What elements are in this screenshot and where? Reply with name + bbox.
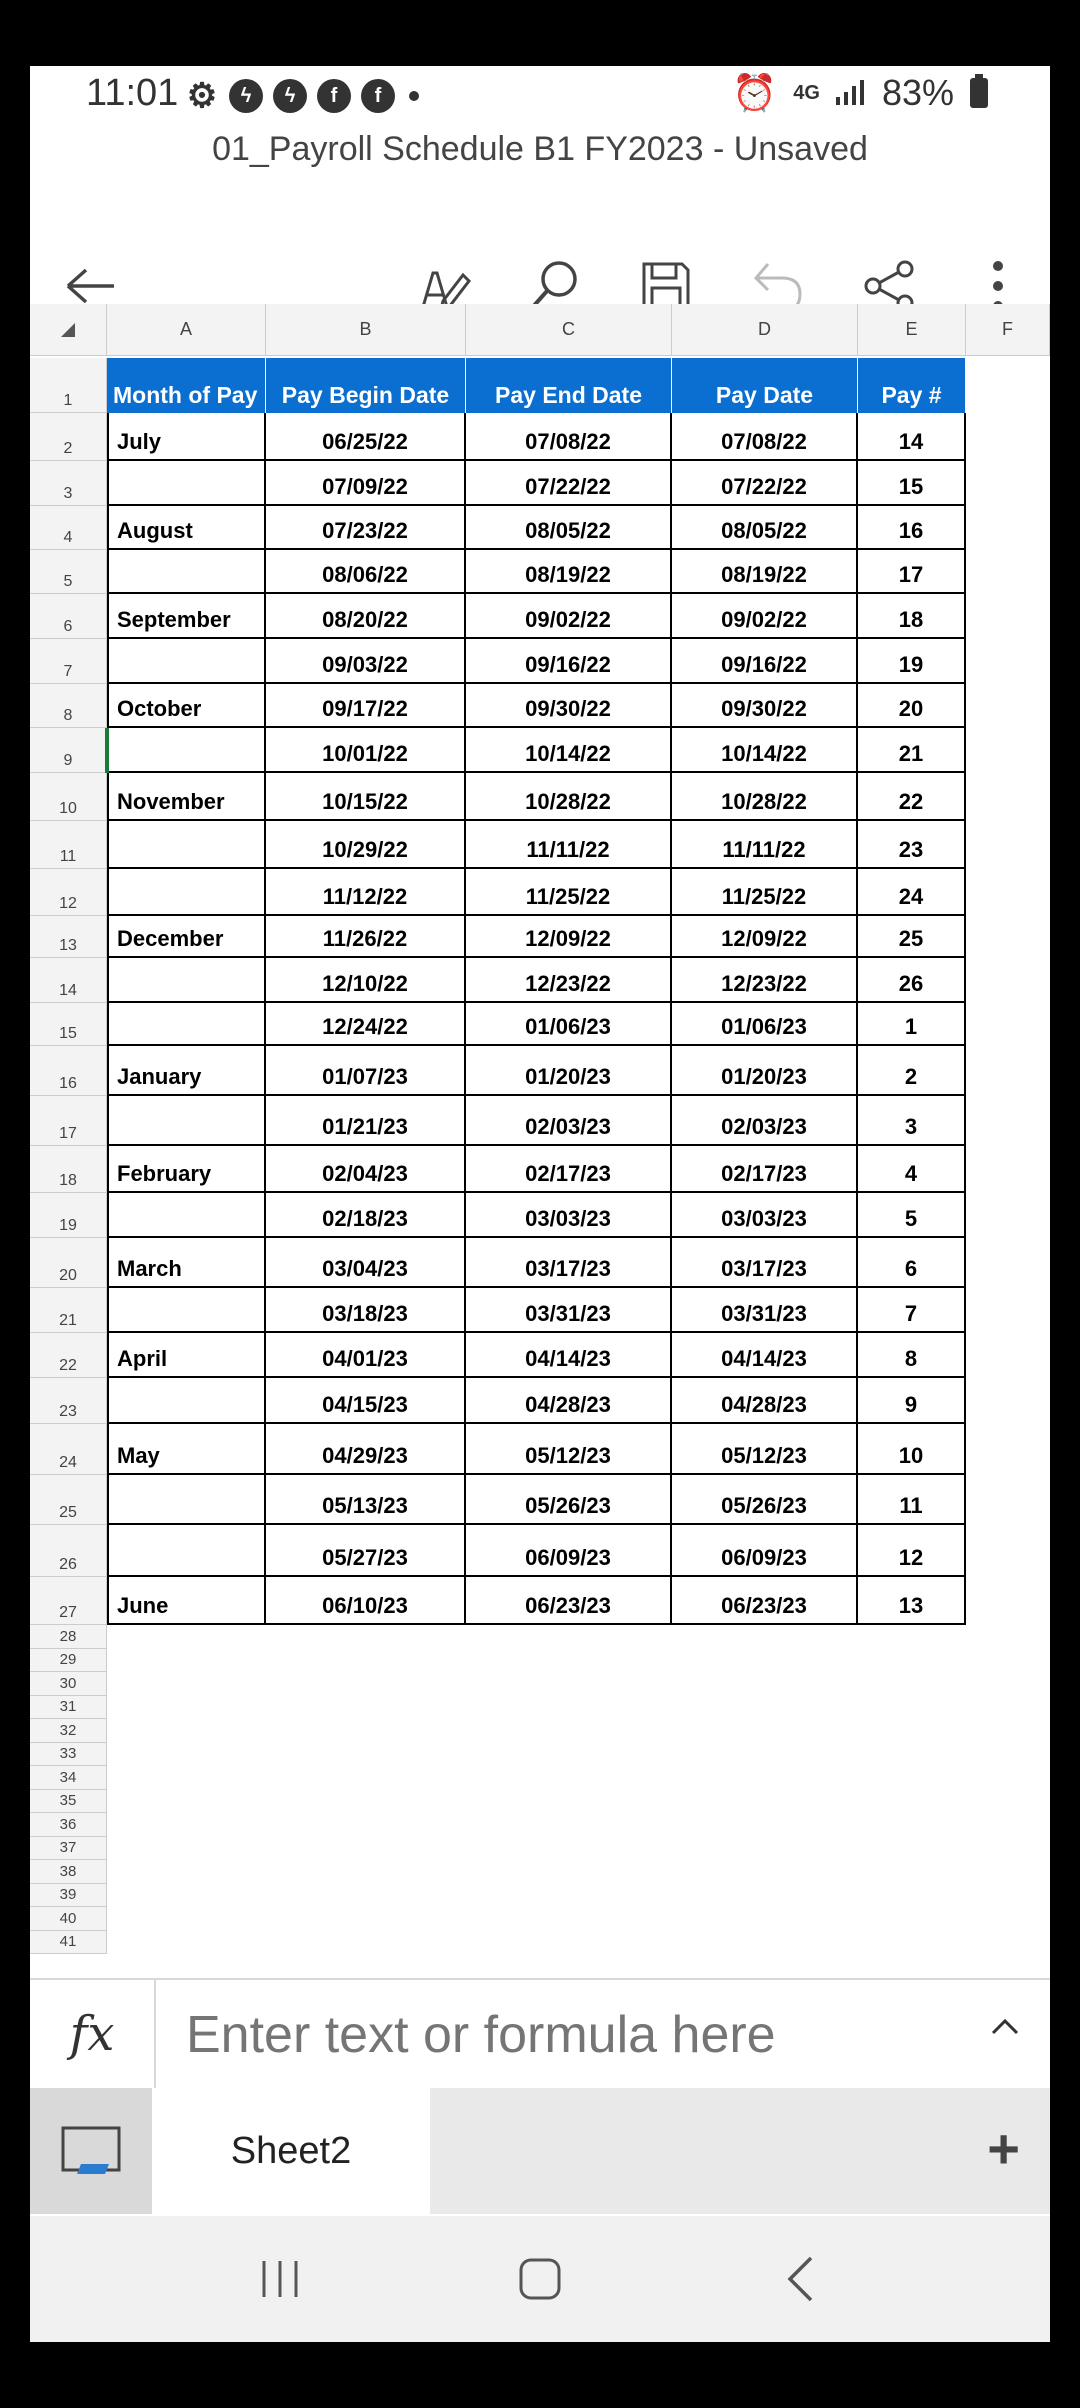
table-cell[interactable]: 15 <box>858 461 966 506</box>
table-cell[interactable]: 12 <box>858 1525 966 1577</box>
row-header[interactable]: 40 <box>30 1907 107 1931</box>
4g-icon: 4G <box>793 81 820 104</box>
table-cell[interactable]: 07/22/22 <box>466 461 672 506</box>
row-header[interactable]: 24 <box>30 1424 107 1475</box>
messenger-icon: ϟ <box>273 79 307 113</box>
table-cell[interactable]: November <box>107 773 266 821</box>
row-header[interactable]: 8 <box>30 684 107 728</box>
formula-input[interactable] <box>184 2004 948 2066</box>
table-cell[interactable]: 02/18/23 <box>266 1193 466 1238</box>
select-all-corner[interactable] <box>30 304 107 356</box>
row-header[interactable]: 11 <box>30 821 107 869</box>
row-header[interactable]: 1 <box>30 358 107 413</box>
row-header[interactable]: 41 <box>30 1931 107 1955</box>
table-cell[interactable]: 16 <box>858 506 966 550</box>
table-cell[interactable]: 07/22/22 <box>672 461 858 506</box>
header-cell[interactable]: Month of Pay <box>107 358 266 413</box>
row-header[interactable]: 4 <box>30 506 107 550</box>
column-header-a[interactable]: A <box>107 304 266 356</box>
table-cell[interactable]: 05/27/23 <box>266 1525 466 1577</box>
table-cell[interactable]: 8 <box>858 1333 966 1378</box>
table-cell[interactable]: 1 <box>858 1003 966 1046</box>
table-cell[interactable] <box>107 461 266 506</box>
table-cell[interactable]: 26 <box>858 958 966 1003</box>
table-cell[interactable]: 06/23/23 <box>672 1577 858 1625</box>
table-cell[interactable]: 03/31/23 <box>672 1288 858 1333</box>
facebook-icon: f <box>361 79 395 113</box>
row-header[interactable]: 12 <box>30 869 107 916</box>
table-cell[interactable]: 09/16/22 <box>466 639 672 684</box>
table-cell[interactable] <box>107 1378 266 1424</box>
row-header[interactable]: 13 <box>30 916 107 958</box>
table-cell[interactable]: 04/28/23 <box>672 1378 858 1424</box>
row-header[interactable]: 28 <box>30 1625 107 1649</box>
table-cell[interactable]: 06/09/23 <box>672 1525 858 1577</box>
row-header[interactable]: 19 <box>30 1193 107 1238</box>
table-cell[interactable]: 20 <box>858 684 966 728</box>
table-cell[interactable]: 03/03/23 <box>672 1193 858 1238</box>
table-cell[interactable]: 10/28/22 <box>672 773 858 821</box>
table-cell[interactable] <box>107 728 266 773</box>
table-cell[interactable]: 06/10/23 <box>266 1577 466 1625</box>
table-cell[interactable]: 13 <box>858 1577 966 1625</box>
sheet-tab-sheet2[interactable]: Sheet2 <box>152 2088 430 2214</box>
table-cell[interactable]: 05/26/23 <box>672 1475 858 1525</box>
table-cell[interactable]: 05/12/23 <box>672 1424 858 1475</box>
table-cell[interactable]: 10/14/22 <box>672 728 858 773</box>
table-cell[interactable]: 03/04/23 <box>266 1238 466 1288</box>
table-cell[interactable]: September <box>107 594 266 639</box>
column-header-d[interactable]: D <box>672 304 858 356</box>
row-header[interactable]: 15 <box>30 1003 107 1046</box>
row-header[interactable]: 38 <box>30 1860 107 1884</box>
row-header[interactable]: 5 <box>30 550 107 594</box>
gear-icon: ⚙ <box>186 77 218 115</box>
table-cell[interactable]: 5 <box>858 1193 966 1238</box>
table-cell[interactable] <box>107 1288 266 1333</box>
header-cell[interactable]: Pay Date <box>672 358 858 413</box>
table-cell[interactable]: 09/16/22 <box>672 639 858 684</box>
table-cell[interactable]: 05/26/23 <box>466 1475 672 1525</box>
table-cell[interactable]: 9 <box>858 1378 966 1424</box>
table-cell[interactable]: 01/06/23 <box>466 1003 672 1046</box>
column-header-c[interactable]: C <box>466 304 672 356</box>
table-cell[interactable]: October <box>107 684 266 728</box>
table-cell[interactable]: 09/30/22 <box>466 684 672 728</box>
row-header[interactable]: 30 <box>30 1672 107 1696</box>
table-cell[interactable]: 03/03/23 <box>466 1193 672 1238</box>
home-icon[interactable] <box>490 2216 590 2342</box>
header-cell[interactable]: Pay # <box>858 358 966 413</box>
table-cell[interactable] <box>107 1193 266 1238</box>
table-cell[interactable]: 06/25/22 <box>266 413 466 461</box>
table-cell[interactable] <box>107 1475 266 1525</box>
row-header[interactable]: 21 <box>30 1288 107 1333</box>
status-bar <box>30 66 1050 126</box>
facebook-icon: f <box>317 79 351 113</box>
notification-icons <box>185 79 419 113</box>
table-cell[interactable]: 02/03/23 <box>466 1096 672 1146</box>
table-cell[interactable]: 02/03/23 <box>672 1096 858 1146</box>
table-cell[interactable]: 09/02/22 <box>672 594 858 639</box>
table-cell[interactable]: 11/11/22 <box>672 821 858 869</box>
row-header[interactable]: 9 <box>30 728 107 773</box>
empty-grid-area[interactable] <box>107 1625 1050 1954</box>
table-cell[interactable]: 01/20/23 <box>466 1046 672 1096</box>
app-screen <box>30 66 1050 2342</box>
row-header[interactable]: 22 <box>30 1333 107 1378</box>
table-cell[interactable]: 01/20/23 <box>672 1046 858 1096</box>
table-cell[interactable]: 12/10/22 <box>266 958 466 1003</box>
table-cell[interactable]: 02/17/23 <box>672 1146 858 1193</box>
row-header[interactable]: 36 <box>30 1813 107 1837</box>
dot-icon <box>409 91 419 101</box>
row-header[interactable]: 37 <box>30 1837 107 1861</box>
row-header[interactable]: 32 <box>30 1719 107 1743</box>
table-cell[interactable]: August <box>107 506 266 550</box>
row-header[interactable]: 16 <box>30 1046 107 1096</box>
table-cell[interactable]: 10/14/22 <box>466 728 672 773</box>
table-cell[interactable]: 01/06/23 <box>672 1003 858 1046</box>
table-cell[interactable] <box>107 869 266 916</box>
battery-icon <box>970 78 988 108</box>
table-cell[interactable]: 11/12/22 <box>266 869 466 916</box>
table-cell[interactable]: 14 <box>858 413 966 461</box>
table-cell[interactable]: 04/15/23 <box>266 1378 466 1424</box>
table-cell[interactable]: 10 <box>858 1424 966 1475</box>
table-cell[interactable]: 09/03/22 <box>266 639 466 684</box>
column-header-b[interactable]: B <box>266 304 466 356</box>
row-header[interactable]: 39 <box>30 1884 107 1908</box>
back-nav-icon[interactable] <box>750 2216 850 2342</box>
table-cell[interactable]: 01/21/23 <box>266 1096 466 1146</box>
table-cell[interactable]: May <box>107 1424 266 1475</box>
table-cell[interactable]: 08/05/22 <box>466 506 672 550</box>
table-cell[interactable]: 24 <box>858 869 966 916</box>
table-cell[interactable]: 09/17/22 <box>266 684 466 728</box>
table-cell[interactable]: 10/01/22 <box>266 728 466 773</box>
table-cell[interactable]: 06/09/23 <box>466 1525 672 1577</box>
table-cell[interactable] <box>107 821 266 869</box>
table-cell[interactable]: 02/04/23 <box>266 1146 466 1193</box>
table-cell[interactable]: 03/31/23 <box>466 1288 672 1333</box>
row-header[interactable]: 29 <box>30 1649 107 1673</box>
battery-percent: 83% <box>881 72 954 113</box>
row-header[interactable]: 2 <box>30 413 107 461</box>
column-header-f[interactable]: F <box>966 304 1050 356</box>
table-cell[interactable]: June <box>107 1577 266 1625</box>
table-cell[interactable]: 12/23/22 <box>466 958 672 1003</box>
table-cell[interactable]: 2 <box>858 1046 966 1096</box>
table-cell[interactable]: 02/17/23 <box>466 1146 672 1193</box>
table-cell[interactable]: 04/29/23 <box>266 1424 466 1475</box>
table-cell[interactable]: April <box>107 1333 266 1378</box>
table-cell[interactable]: 08/20/22 <box>266 594 466 639</box>
table-cell[interactable]: 11 <box>858 1475 966 1525</box>
table-cell[interactable]: 01/07/23 <box>266 1046 466 1096</box>
row-header[interactable]: 34 <box>30 1766 107 1790</box>
table-cell[interactable] <box>107 1096 266 1146</box>
table-cell[interactable]: 03/18/23 <box>266 1288 466 1333</box>
system-icons <box>732 72 988 114</box>
table-cell[interactable]: 18 <box>858 594 966 639</box>
row-header[interactable]: 6 <box>30 594 107 639</box>
table-cell[interactable]: 23 <box>858 821 966 869</box>
row-header[interactable]: 33 <box>30 1743 107 1767</box>
table-cell[interactable]: 11/26/22 <box>266 916 466 958</box>
table-cell[interactable]: 21 <box>858 728 966 773</box>
table-cell[interactable]: 04/28/23 <box>466 1378 672 1424</box>
selected-cell-indicator <box>105 728 109 773</box>
table-cell[interactable]: 10/28/22 <box>466 773 672 821</box>
table-cell[interactable]: 04/14/23 <box>672 1333 858 1378</box>
table-cell[interactable]: 4 <box>858 1146 966 1193</box>
table-cell[interactable]: 05/13/23 <box>266 1475 466 1525</box>
document-title: 01_Payroll Schedule B1 FY2023 - Unsaved <box>212 130 868 168</box>
table-cell[interactable]: 12/24/22 <box>266 1003 466 1046</box>
status-time: 11:01 <box>86 72 179 114</box>
header-cell[interactable]: Pay Begin Date <box>266 358 466 413</box>
row-header[interactable]: 23 <box>30 1378 107 1424</box>
table-cell[interactable]: 19 <box>858 639 966 684</box>
alarm-icon: ⏰ <box>732 72 778 113</box>
table-cell[interactable] <box>107 1525 266 1577</box>
navigation-bar <box>30 2216 1050 2342</box>
row-header[interactable]: 18 <box>30 1146 107 1193</box>
table-cell[interactable]: 05/12/23 <box>466 1424 672 1475</box>
table-cell[interactable]: 12/09/22 <box>672 916 858 958</box>
table-cell[interactable]: 10/29/22 <box>266 821 466 869</box>
recent-apps-icon[interactable] <box>230 2216 330 2342</box>
table-cell[interactable]: 04/14/23 <box>466 1333 672 1378</box>
table-cell[interactable]: March <box>107 1238 266 1288</box>
table-cell[interactable]: 11/25/22 <box>466 869 672 916</box>
table-cell[interactable]: 09/02/22 <box>466 594 672 639</box>
table-cell[interactable]: 17 <box>858 550 966 594</box>
table-cell[interactable]: 25 <box>858 916 966 958</box>
row-header[interactable]: 25 <box>30 1475 107 1525</box>
table-cell[interactable]: 6 <box>858 1238 966 1288</box>
table-cell[interactable]: 22 <box>858 773 966 821</box>
table-cell[interactable]: July <box>107 413 266 461</box>
table-cell[interactable] <box>107 958 266 1003</box>
table-cell[interactable]: 04/01/23 <box>266 1333 466 1378</box>
row-header[interactable]: 35 <box>30 1790 107 1814</box>
table-cell[interactable] <box>107 550 266 594</box>
row-header[interactable]: 7 <box>30 639 107 684</box>
table-cell[interactable]: 3 <box>858 1096 966 1146</box>
column-header-e[interactable]: E <box>858 304 966 356</box>
table-cell[interactable]: 08/06/22 <box>266 550 466 594</box>
chevron-up-icon[interactable] <box>990 2010 1020 2044</box>
table-cell[interactable]: 11/25/22 <box>672 869 858 916</box>
add-sheet-button[interactable]: + <box>987 2117 1020 2180</box>
table-cell[interactable]: January <box>107 1046 266 1096</box>
table-cell[interactable]: 08/19/22 <box>672 550 858 594</box>
signal-icon <box>836 72 866 114</box>
table-cell[interactable]: 06/23/23 <box>466 1577 672 1625</box>
table-cell[interactable]: 07/23/22 <box>266 506 466 550</box>
sheet-list-icon[interactable] <box>30 2088 152 2214</box>
table-cell[interactable]: February <box>107 1146 266 1193</box>
table-cell[interactable]: 09/30/22 <box>672 684 858 728</box>
table-cell[interactable]: December <box>107 916 266 958</box>
row-header[interactable]: 14 <box>30 958 107 1003</box>
table-cell[interactable]: 07/09/22 <box>266 461 466 506</box>
row-header[interactable]: 27 <box>30 1577 107 1625</box>
table-cell[interactable]: 07/08/22 <box>672 413 858 461</box>
table-cell[interactable]: 08/05/22 <box>672 506 858 550</box>
row-header[interactable]: 10 <box>30 773 107 821</box>
table-cell[interactable]: 11/11/22 <box>466 821 672 869</box>
table-cell[interactable] <box>107 1003 266 1046</box>
table-cell[interactable]: 03/17/23 <box>466 1238 672 1288</box>
table-cell[interactable]: 03/17/23 <box>672 1238 858 1288</box>
fx-icon: fx <box>30 1980 156 2088</box>
table-cell[interactable] <box>107 639 266 684</box>
table-cell[interactable]: 12/23/22 <box>672 958 858 1003</box>
row-header[interactable]: 17 <box>30 1096 107 1146</box>
table-cell[interactable]: 7 <box>858 1288 966 1333</box>
row-header[interactable]: 31 <box>30 1696 107 1720</box>
header-cell[interactable]: Pay End Date <box>466 358 672 413</box>
row-header[interactable]: 20 <box>30 1238 107 1288</box>
row-header[interactable]: 26 <box>30 1525 107 1577</box>
sheet-tabs-bar <box>30 2088 1050 2214</box>
messenger-icon: ϟ <box>229 79 263 113</box>
table-cell[interactable]: 10/15/22 <box>266 773 466 821</box>
formula-bar <box>30 1978 1050 2090</box>
table-cell[interactable]: 07/08/22 <box>466 413 672 461</box>
table-cell[interactable]: 08/19/22 <box>466 550 672 594</box>
table-cell[interactable]: 12/09/22 <box>466 916 672 958</box>
row-header[interactable]: 3 <box>30 461 107 506</box>
